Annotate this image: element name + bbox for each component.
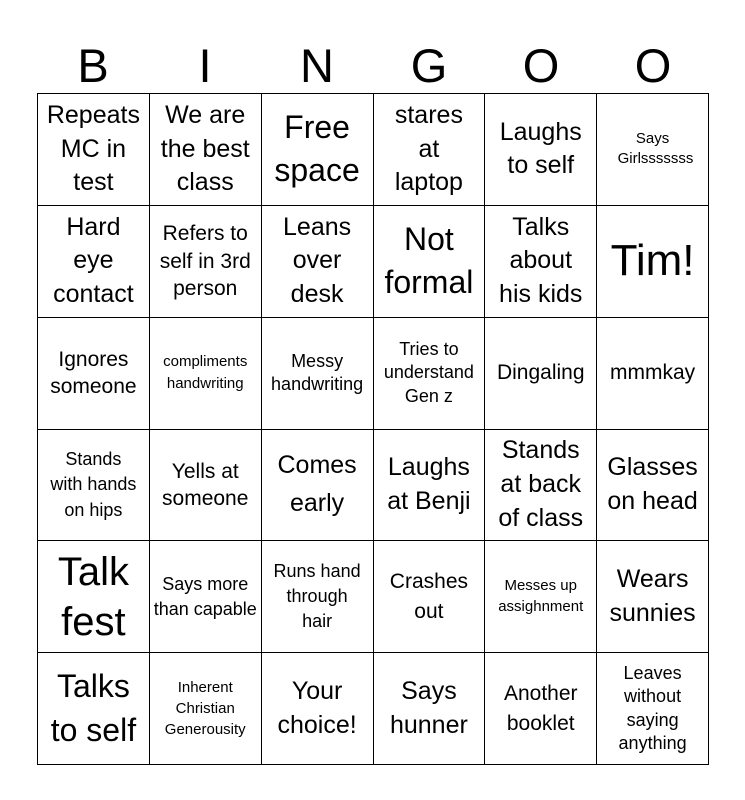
- bingo-cell[interactable]: [150, 318, 262, 430]
- header-letter-o-2: O: [634, 39, 672, 92]
- bingo-cell[interactable]: [485, 541, 597, 653]
- cell-text: Not formal: [384, 221, 474, 301]
- cell-text: Leans over desk: [283, 212, 352, 309]
- cell-text: Glasses on head: [607, 453, 698, 515]
- cell-text: Another booklet: [503, 682, 578, 735]
- bingo-cell[interactable]: [38, 94, 150, 206]
- header-letter-b: B: [77, 39, 109, 92]
- bingo-header: [37, 38, 709, 94]
- cell-text: Talks to self: [50, 668, 137, 748]
- bingo-cell[interactable]: [374, 206, 486, 318]
- bingo-cell[interactable]: [150, 430, 262, 542]
- bingo-cell[interactable]: [262, 541, 374, 653]
- bingo-cell[interactable]: [485, 430, 597, 542]
- bingo-cell[interactable]: [597, 206, 709, 318]
- cell-text: Says hunner: [389, 676, 468, 739]
- cell-text: Stands with hands on hips: [50, 449, 137, 520]
- header-letter-o: O: [522, 39, 560, 92]
- bingo-cell[interactable]: [38, 430, 150, 542]
- cell-text: Refers to self in 3rd person: [159, 222, 251, 300]
- bingo-cell[interactable]: [150, 541, 262, 653]
- bingo-cell[interactable]: [597, 318, 709, 430]
- bingo-cell[interactable]: [485, 94, 597, 206]
- cell-text: Says more than capable: [153, 573, 257, 619]
- cell-text: Tries to understand Gen z: [383, 338, 474, 406]
- bingo-cell[interactable]: [262, 318, 374, 430]
- cell-text: Talk fest: [57, 549, 129, 644]
- header-letter-g: G: [410, 39, 448, 92]
- cell-text: stares at laptop: [394, 100, 463, 197]
- bingo-cell[interactable]: [485, 318, 597, 430]
- bingo-cell[interactable]: [485, 206, 597, 318]
- cell-text: mmmkay: [609, 360, 696, 384]
- cell-text: Runs hand through hair: [273, 560, 361, 632]
- cell-text: Tim!: [610, 235, 695, 285]
- bingo-cell[interactable]: [150, 206, 262, 318]
- cell-text: Messy handwriting: [271, 350, 364, 395]
- cell-text: Crashes out: [389, 570, 468, 623]
- cell-text: Inherent Christian Generousity: [164, 679, 246, 739]
- bingo-cell[interactable]: [262, 206, 374, 318]
- bingo-cell[interactable]: [597, 653, 709, 765]
- cell-text: Free space: [274, 109, 360, 189]
- cell-text: Wears sunnies: [609, 564, 696, 627]
- bingo-cell[interactable]: [597, 541, 709, 653]
- bingo-cell[interactable]: [38, 541, 150, 653]
- cell-text: Messes up assighnment: [498, 577, 584, 615]
- cell-text: Stands at back of class: [498, 436, 584, 532]
- bingo-cell[interactable]: [150, 653, 262, 765]
- cell-text: Talks about his kids: [499, 212, 583, 309]
- cell-text: Dingaling: [496, 360, 585, 384]
- bingo-cell[interactable]: [597, 430, 709, 542]
- bingo-cell[interactable]: [374, 653, 486, 765]
- cell-text: Hard eye contact: [53, 212, 134, 309]
- bingo-cell[interactable]: [38, 206, 150, 318]
- cell-text: We are the best class: [160, 100, 250, 197]
- bingo-cell[interactable]: [485, 653, 597, 765]
- bingo-cell[interactable]: [374, 541, 486, 653]
- cell-text: Comes early: [277, 451, 357, 517]
- bingo-cell[interactable]: [374, 318, 486, 430]
- bingo-cell[interactable]: [150, 94, 262, 206]
- cell-text: Repeats MC in test: [46, 100, 140, 197]
- bingo-cell[interactable]: [374, 94, 486, 206]
- bingo-cell[interactable]: [262, 430, 374, 542]
- bingo-cell[interactable]: [38, 653, 150, 765]
- bingo-cell[interactable]: [374, 430, 486, 542]
- cell-text: Your choice!: [277, 676, 357, 739]
- cell-text: Says Girlsssssss: [617, 130, 694, 168]
- cell-text: Yells at someone: [162, 459, 249, 510]
- header-letter-i: I: [198, 39, 212, 92]
- bingo-board: [37, 93, 709, 765]
- header-letter-n: N: [300, 39, 334, 92]
- bingo-cell[interactable]: [262, 653, 374, 765]
- bingo-cell[interactable]: [597, 94, 709, 206]
- cell-text: compliments handwriting: [163, 353, 248, 393]
- cell-text: Ignores someone: [50, 347, 137, 399]
- bingo-cell[interactable]: [38, 318, 150, 430]
- cell-text: Laughs at Benji: [387, 453, 471, 515]
- cell-text: Leaves without saying anything: [618, 662, 687, 753]
- cell-text: Laughs to self: [499, 117, 582, 180]
- bingo-cell[interactable]: [262, 94, 374, 206]
